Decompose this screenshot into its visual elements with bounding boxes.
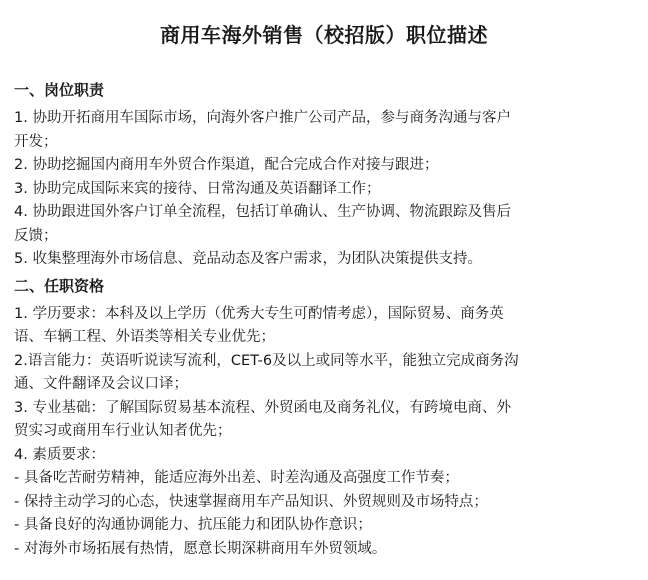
item-line: 1. 学历要求：本科及以上学历（优秀大专生可酌情考虑），国际贸易、商务英 [14, 305, 504, 322]
list-item [14, 303, 632, 350]
item-line: 1. 协助开拓商用车国际市场，向海外客户推广公司产品，参与商务沟通与客户 [14, 110, 511, 126]
item-line: 4. 协助跟进国外客户订单全流程，包括订单确认、生产协调、物流跟踪及售后 [14, 204, 511, 220]
list-item [14, 491, 632, 515]
list-item [14, 154, 632, 178]
list-item [14, 248, 632, 272]
item-line: - 具备吃苦耐劳精神，能适应海外出差、时差沟通及高强度工作节奏； [14, 470, 459, 486]
item-line: 贸实习或商用车行业认知者优先； [14, 423, 232, 439]
section-heading-responsibilities: 一、岗位职责 [14, 81, 105, 99]
item-line: 3. 协助完成国际来宾的接待、日常沟通及英语翻译工作； [14, 180, 381, 197]
responsibilities-list [14, 107, 632, 272]
item-line: 2.语言能力：英语听说读写流利，CET-6及以上或同等水平，能独立完成商务沟 [14, 352, 519, 369]
item-line: 反馈； [14, 227, 58, 244]
qualifications-list [14, 303, 632, 562]
document-body [14, 80, 632, 561]
list-item [14, 467, 632, 491]
list-item [14, 538, 632, 562]
item-line: 3. 专业基础：了解国际贸易基本流程、外贸函电及商务礼仪，有跨境电商、外 [14, 399, 511, 416]
list-item [14, 201, 632, 248]
list-item [14, 178, 632, 202]
list-item [14, 444, 632, 468]
item-line: 开发； [14, 133, 58, 150]
list-item [14, 107, 632, 154]
item-line: 4. 素质要求： [14, 446, 105, 463]
item-line: - 对海外市场拓展有热情，愿意长期深耕商用车外贸领域。 [14, 540, 387, 557]
item-line: 5. 收集整理海外市场信息、竞品动态及客户需求，为团队决策提供支持。 [14, 251, 482, 267]
item-line: - 具备良好的沟通协调能力、抗压能力和团队协作意识； [14, 517, 372, 533]
document-title: 商用车海外销售（校招版）职位描述 [160, 23, 488, 47]
section-heading-qualifications: 二、任职资格 [14, 276, 105, 295]
item-line: 2. 协助挖掘国内商用车外贸合作渠道，配合完成合作对接与跟进； [14, 157, 439, 173]
list-item [14, 514, 632, 538]
list-item [14, 397, 632, 444]
list-item [14, 350, 632, 397]
item-line: 语、车辆工程、外语类等相关专业优先； [14, 329, 275, 345]
item-line: 通、文件翻译及会议口译； [14, 376, 188, 392]
item-line: - 保持主动学习的心态，快速掌握商用车产品知识、外贸规则及市场特点； [14, 493, 488, 510]
